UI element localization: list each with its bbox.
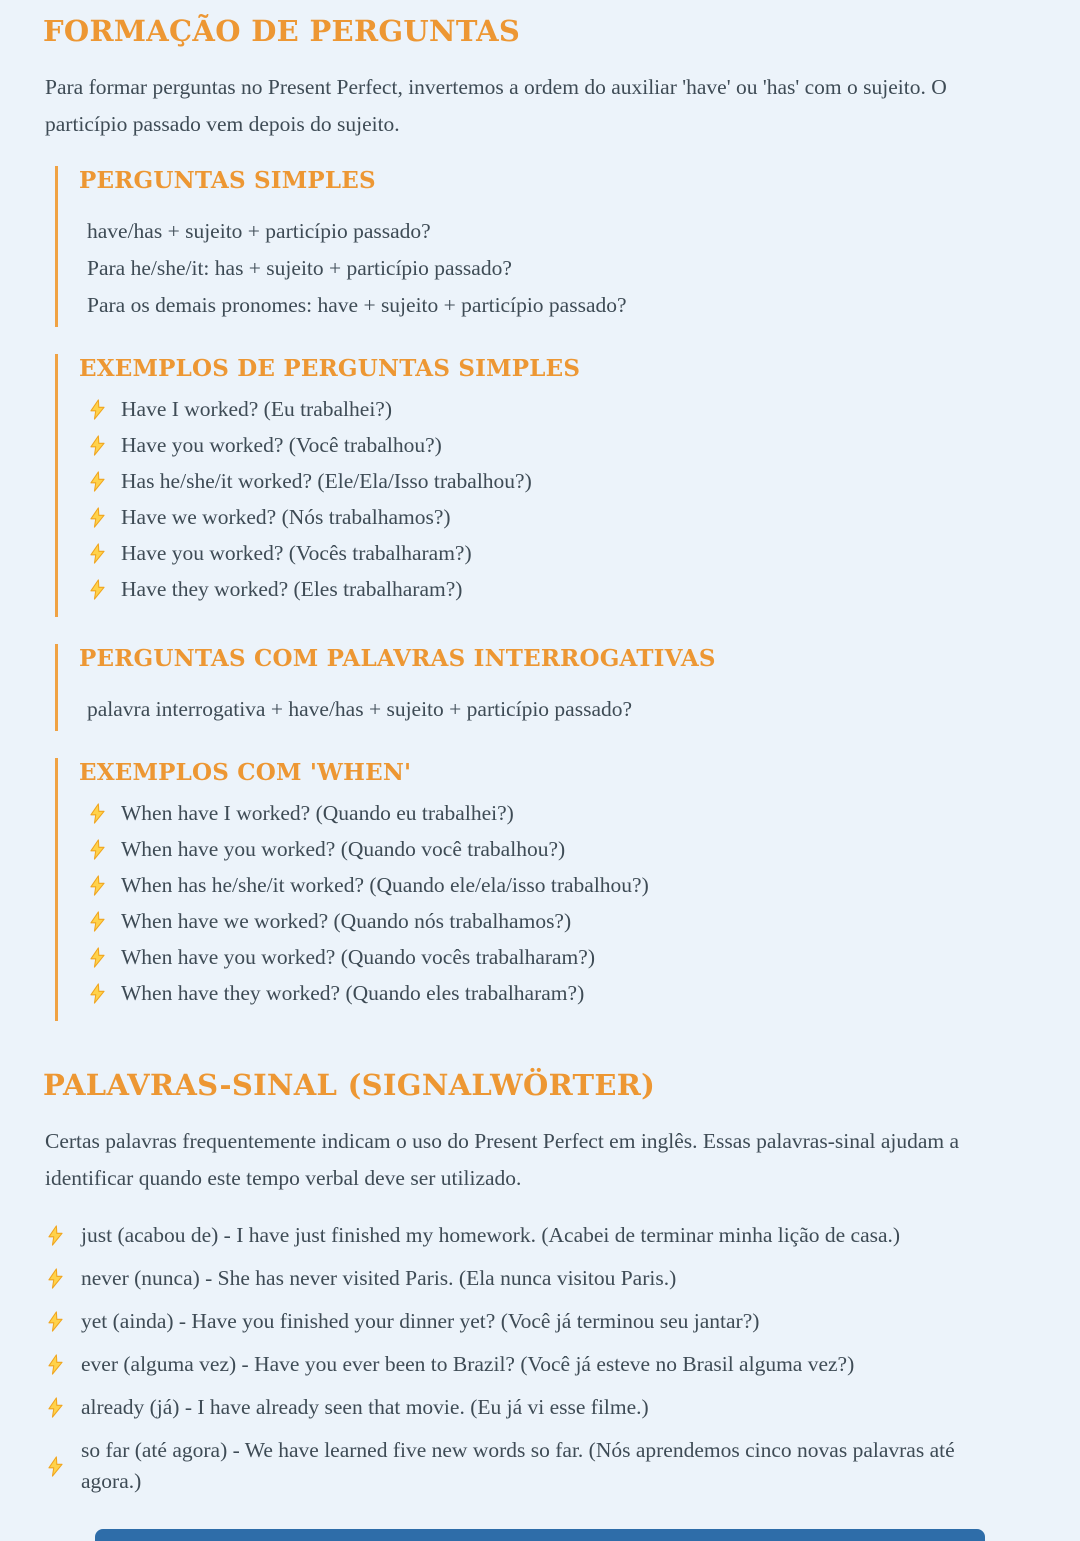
list-item	[87, 910, 1040, 933]
example-list	[79, 398, 1040, 601]
signal-item-text: so far (até agora) - We have learned five new words so far. (Nós aprendemos cinco novas palavras até agora.)	[81, 1438, 955, 1493]
lightning-icon	[45, 1311, 66, 1332]
list-item	[87, 542, 1040, 565]
section-heading: EXEMPLOS COM 'WHEN'	[79, 759, 412, 786]
lightning-icon	[87, 543, 108, 564]
list-item	[87, 434, 1040, 457]
section-perguntas-simples	[55, 166, 1040, 327]
list-item	[87, 982, 1040, 1005]
list-item	[87, 838, 1040, 861]
lightning-icon	[87, 839, 108, 860]
lightning-icon	[45, 1268, 66, 1289]
formula-line: have/has + sujeito + particípio passado?	[87, 219, 431, 243]
lightning-icon	[87, 875, 108, 896]
lightning-icon	[87, 435, 108, 456]
signal-item-text: yet (ainda) - Have you finished your dinner yet? (Você já terminou seu jantar?)	[81, 1309, 760, 1333]
list-item-text: Have they worked? (Eles trabalharam?)	[121, 577, 463, 601]
list-item-text: When have you worked? (Quando você trabalhou?)	[121, 837, 566, 861]
section-palavras-interrogativas	[55, 644, 1040, 731]
list-item	[87, 506, 1040, 529]
list-item	[87, 802, 1040, 825]
list-item	[87, 874, 1040, 897]
list-item-text: When has he/she/it worked? (Quando ele/ela/isso trabalhou?)	[121, 873, 649, 897]
signal-item-text: never (nunca) - She has never visited Paris. (Ela nunca visitou Paris.)	[81, 1266, 677, 1290]
list-item-text: When have I worked? (Quando eu trabalhei?)	[121, 801, 514, 825]
list-item	[87, 946, 1040, 969]
lightning-icon	[87, 507, 108, 528]
signal-word-list	[0, 1220, 1080, 1497]
formula-block	[79, 691, 1040, 728]
section-heading: PERGUNTAS SIMPLES	[79, 167, 376, 194]
lightning-icon	[87, 947, 108, 968]
intro-paragraph: Para formar perguntas no Present Perfect, invertemos a ordem do auxiliar 'have' ou 'has' com o sujeito. O particípio passado vem depois do sujeito.	[45, 75, 947, 136]
signal-item-text: already (já) - I have already seen that movie. (Eu já vi esse filme.)	[81, 1395, 649, 1419]
formula-block	[79, 213, 1040, 324]
lightning-icon	[45, 1225, 66, 1246]
lightning-icon	[87, 399, 108, 420]
section-exemplos-perguntas-simples	[55, 354, 1040, 617]
signal-item	[45, 1392, 1080, 1423]
lightning-icon	[87, 471, 108, 492]
signal-section-title: PALAVRAS-SINAL (SIGNALWÖRTER)	[43, 1068, 656, 1102]
signal-item-text: ever (alguma vez) - Have you ever been to Brazil? (Você já esteve no Brasil alguma vez?)	[81, 1352, 855, 1376]
signal-item-text: just (acabou de) - I have just finished my homework. (Acabei de terminar minha lição de casa.)	[81, 1223, 901, 1247]
partial-footer-bar	[95, 1529, 985, 1541]
list-item-text: Have you worked? (Vocês trabalharam?)	[121, 541, 472, 565]
signal-item	[45, 1435, 1080, 1497]
list-item-text: When have we worked? (Quando nós trabalhamos?)	[121, 909, 572, 933]
lightning-icon	[87, 803, 108, 824]
list-item-text: When have they worked? (Quando eles trabalharam?)	[121, 981, 585, 1005]
lightning-icon	[87, 911, 108, 932]
list-item-text: Has he/she/it worked? (Ele/Ela/Isso trabalhou?)	[121, 469, 532, 493]
lightning-icon	[87, 579, 108, 600]
list-item	[87, 578, 1040, 601]
lightning-icon	[45, 1397, 66, 1418]
list-item-text: Have we worked? (Nós trabalhamos?)	[121, 505, 451, 529]
lightning-icon	[87, 983, 108, 1004]
lightning-icon	[45, 1456, 66, 1477]
list-item-text: Have you worked? (Você trabalhou?)	[121, 433, 442, 457]
formula-line: palavra interrogativa + have/has + sujeito + particípio passado?	[87, 697, 633, 721]
list-item-text: When have you worked? (Quando vocês trabalharam?)	[121, 945, 595, 969]
signal-item	[45, 1306, 1080, 1337]
signal-item	[45, 1263, 1080, 1294]
list-item	[87, 470, 1040, 493]
signal-item	[45, 1220, 1080, 1251]
list-item-text: Have I worked? (Eu trabalhei?)	[121, 397, 392, 421]
section-heading: PERGUNTAS COM PALAVRAS INTERROGATIVAS	[79, 645, 716, 672]
section-exemplos-when	[55, 758, 1040, 1021]
section-heading: EXEMPLOS DE PERGUNTAS SIMPLES	[79, 355, 581, 382]
example-list	[79, 802, 1040, 1005]
page-title: FORMAÇÃO DE PERGUNTAS	[43, 14, 521, 48]
lightning-icon	[45, 1354, 66, 1375]
list-item	[87, 398, 1040, 421]
signal-intro-paragraph: Certas palavras frequentemente indicam o uso do Present Perfect em inglês. Essas palavras-sinal ajudam a identificar quando este tempo verbal deve ser utilizado.	[45, 1129, 960, 1190]
signal-item	[45, 1349, 1080, 1380]
formula-line: Para he/she/it: has + sujeito + particípio passado?	[87, 256, 512, 280]
formula-line: Para os demais pronomes: have + sujeito + particípio passado?	[87, 293, 627, 317]
